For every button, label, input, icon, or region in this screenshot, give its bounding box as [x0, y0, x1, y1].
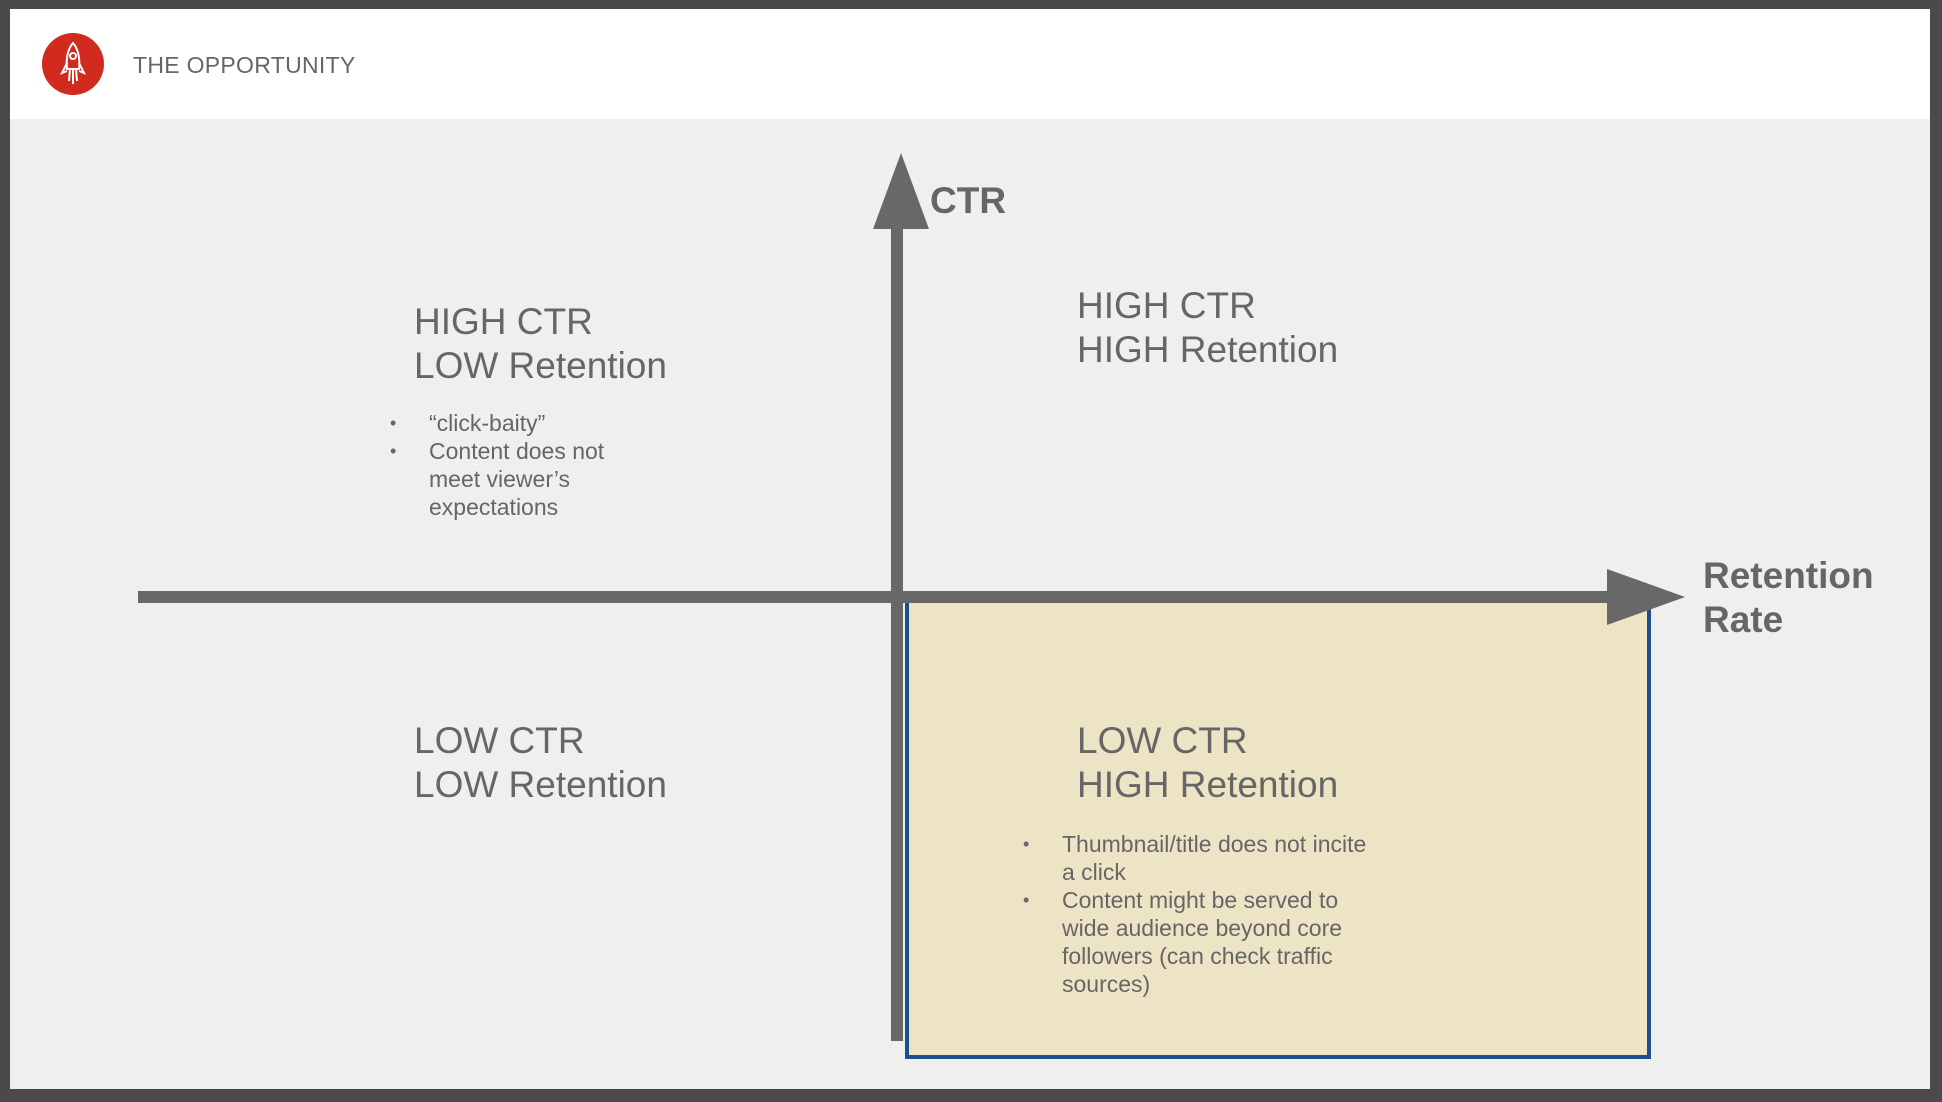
slide-header: [10, 9, 1930, 119]
list-item: [390, 409, 649, 437]
x-axis-label-line2: Rate: [1703, 599, 1784, 640]
bullet-text: Content might be served to wide audience beyond core followers (can check traffic sources): [1062, 887, 1343, 997]
y-axis-arrow-icon: [873, 153, 929, 229]
bullet-icon: •: [1023, 890, 1030, 910]
rocket-icon: [42, 33, 104, 95]
quadrant-line: HIGH CTR: [1077, 285, 1256, 326]
list-item: [390, 437, 649, 521]
quadrant-top-right-title: [1077, 284, 1338, 372]
x-axis-arrow-icon: [1607, 569, 1685, 625]
y-axis-label: CTR: [930, 180, 1007, 221]
page-title: THE OPPORTUNITY: [133, 52, 356, 78]
quadrant-line: LOW Retention: [414, 764, 667, 805]
bullet-text: Thumbnail/title does not incite a click: [1062, 831, 1367, 885]
quadrant-line: LOW CTR: [414, 720, 585, 761]
quadrant-bottom-left-title: [414, 719, 667, 807]
quadrant-line: HIGH CTR: [414, 301, 593, 342]
quadrant-top-left-bullets: [390, 409, 649, 521]
x-axis-line: [138, 591, 1618, 603]
quadrant-line: LOW CTR: [1077, 720, 1248, 761]
bullet-icon: •: [1023, 834, 1030, 854]
bullet-text: “click-baity”: [429, 410, 546, 436]
quadrant-bottom-right-bullets: [1023, 830, 1382, 998]
y-axis-line: [891, 219, 903, 1041]
bullet-icon: •: [390, 441, 397, 461]
bullet-text: Content does not meet viewer’s expectations: [429, 438, 605, 520]
quadrant-line: HIGH Retention: [1077, 764, 1339, 805]
list-item: [1023, 830, 1382, 886]
bullet-icon: •: [390, 413, 397, 433]
quadrant-line: LOW Retention: [414, 345, 667, 386]
quadrant-top-left-title: [414, 300, 667, 388]
x-axis-label-line1: Retention: [1703, 555, 1874, 596]
slide: [10, 9, 1930, 1089]
x-axis-label: [1703, 554, 1903, 642]
quadrant-bottom-right-title: [1077, 719, 1338, 807]
quadrant-line: HIGH Retention: [1077, 329, 1339, 370]
list-item: [1023, 886, 1382, 998]
